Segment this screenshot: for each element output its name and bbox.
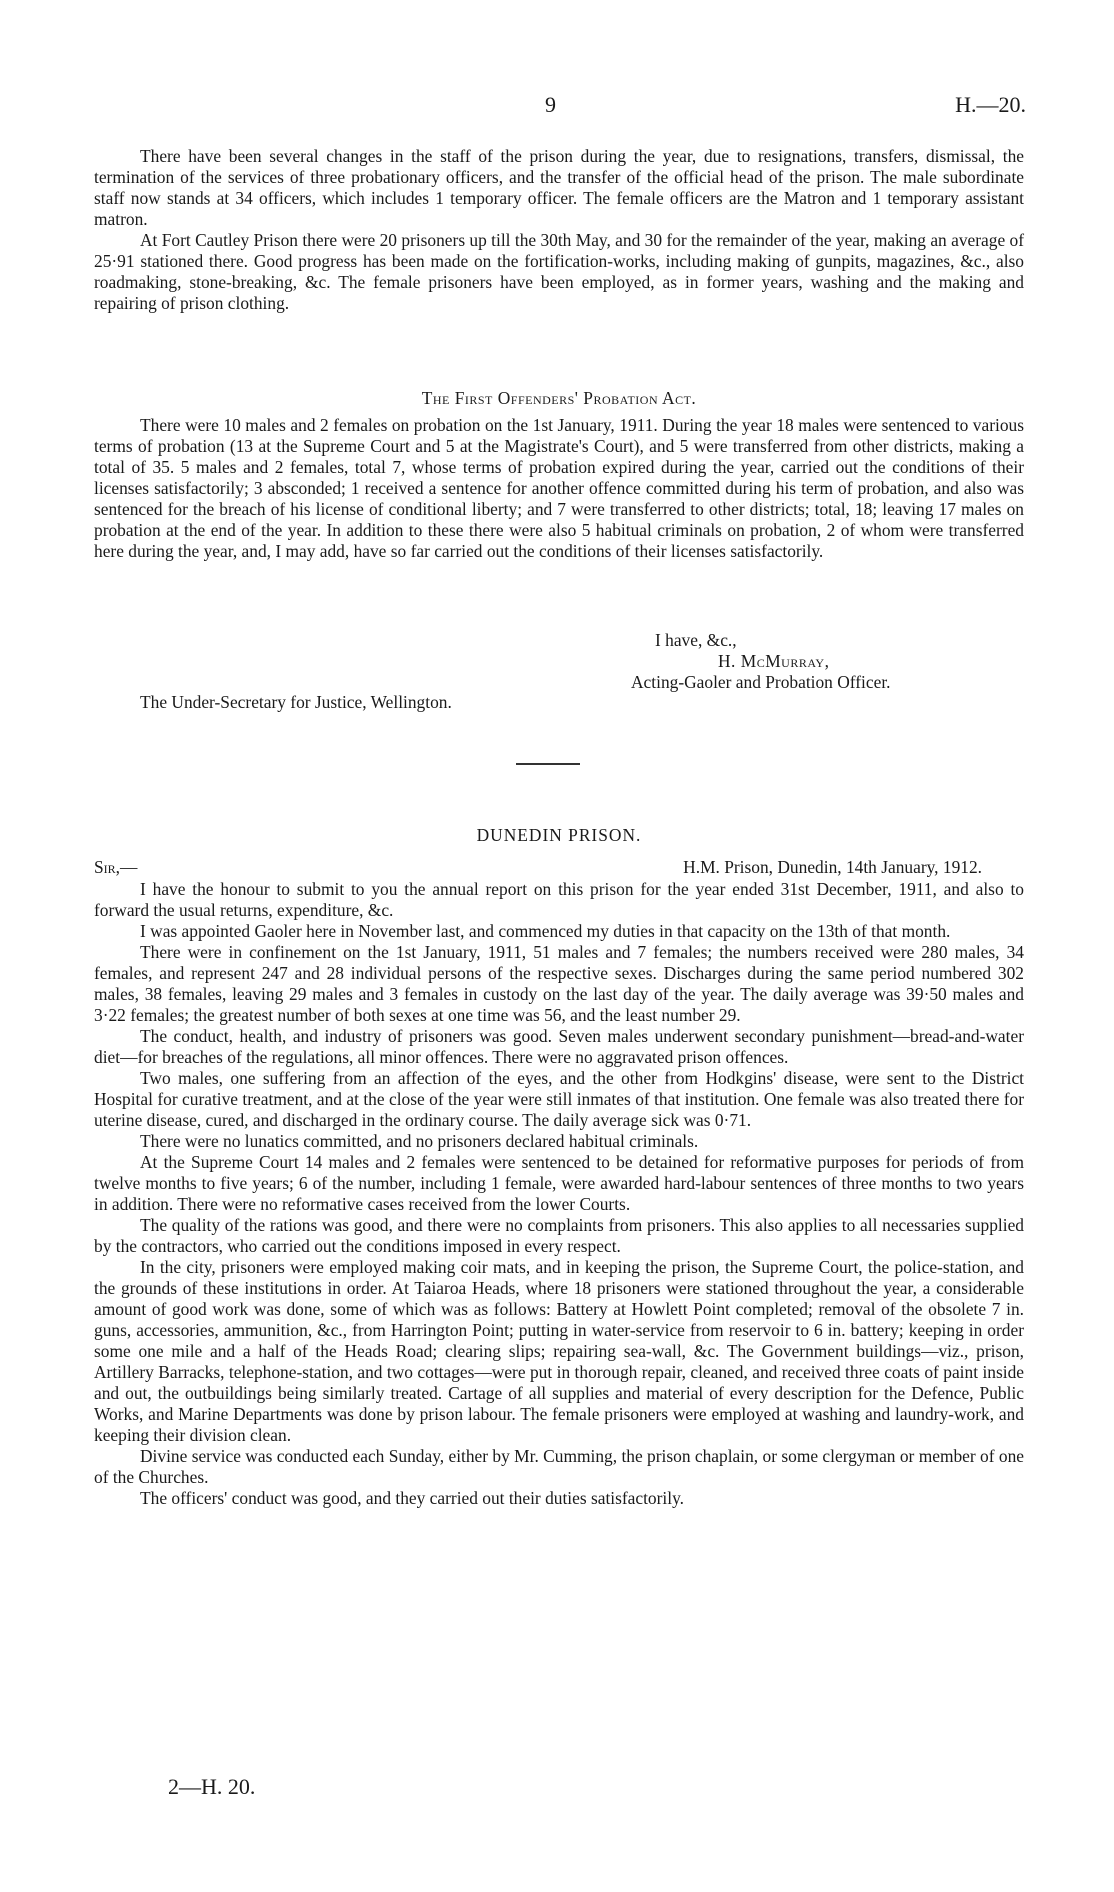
signoff: I have, &c., (655, 630, 737, 650)
probation-section (94, 415, 1024, 562)
signatory-name: H. McMurray, (718, 651, 830, 671)
section-heading-probation-act: The First Offenders' Probation Act. (421, 388, 697, 408)
paragraph: Divine service was conducted each Sunday, either by Mr. Cumming, the prison chaplain, or some clergyman or member of one of the Churches. (94, 1446, 1024, 1487)
paragraph: I have the honour to submit to you the annual report on this prison for the year ended 31st December, 1911, and also to forward the usual returns, expenditure, &c. (94, 879, 1024, 920)
addressee: The Under-Secretary for Justice, Wellington. (140, 692, 452, 712)
paragraph: At the Supreme Court 14 males and 2 females were sentenced to be detained for reformative purposes for periods of from twelve months to five years; 6 of the number, including 1 female, were awarded hard-labour sentences of three months to two years in addition. There were no reformative cases received from the lower Courts. (94, 1152, 1024, 1214)
paragraph: In the city, prisoners were employed making coir mats, and in keeping the prison, the Supreme Court, the police-station, and the grounds of these institutions in order. At Taiaroa Heads, where 18 prisoners were stationed throughout the year, a considerable amount of good work was done, some of which was as follows: Battery at Howlett Point completed; removal of the obsolete 7 in. guns, accessories, ammunition, &c., from Harrington Point; putting in water-service from reservoir to 6 in. battery; keeping in order some one mile and a half of the Heads Road; clearing slips; repairing sea-wall, &c. The Government buildings—viz., prison, Artillery Barracks, telephone-station, and two cottages—were put in thorough repair, cleaned, and received three coats of paint inside and out, the outbuildings being similarly treated. Cartage of all supplies and material of every description for the Defence, Public Works, and Marine Departments was done by prison labour. The female prisoners were employed at washing and laundry-work, and keeping their division clean. (94, 1257, 1024, 1445)
section-divider (516, 763, 580, 765)
paragraph: There were 10 males and 2 females on probation on the 1st January, 1911. During the year 18 males were sentenced to various terms of probation (13 at the Supreme Court and 5 at the Magistrate's Court), and 5 were transferred from other districts, making a total of 35. 5 males and 2 females, total 7, whose terms of probation expired during the year, carried out the conditions of their licenses satisfactorily; 3 absconded; 1 received a sentence for another offence committed during his term of probation, and also was sentenced for the breach of his license of conditional liberty; and 7 were transferred to other districts; total, 18; leaving 17 males on probation at the end of the year. In addition to these there were also 5 habitual criminals on probation, 2 of whom were transferred here during the year, and, I may add, have so far carried out the conditions of their licenses satisfactorily. (94, 415, 1024, 561)
staff-section (94, 146, 1024, 314)
paragraph: There were in confinement on the 1st January, 1911, 51 males and 7 females; the numbers received were 280 males, 34 females, and represent 247 and 28 individual persons of the respective sexes. Discharges during the same period numbered 302 males, 38 females, leaving 29 males and 3 females in custody on the last day of the year. The daily average was 39·50 males and 3·22 females; the greatest number of both sexes at one time was 56, and the least number 29. (94, 942, 1024, 1025)
paragraph: The officers' conduct was good, and they carried out their duties satisfactorily. (140, 1488, 684, 1508)
paragraph: I was appointed Gaoler here in November last, and commenced my duties in that capacity on the 13th of that month. (140, 921, 951, 941)
paragraph: At Fort Cautley Prison there were 20 prisoners up till the 30th May, and 30 for the remainder of the year, making an average of 25·91 stationed there. Good progress has been made on the fortification-works, including making of gunpits, magazines, &c., also roadmaking, stone-breaking, &c. The female prisoners have been employed, as in former years, washing and the making and repairing of prison clothing. (94, 230, 1024, 313)
address-date: H.M. Prison, Dunedin, 14th January, 1912. (683, 857, 982, 877)
page-number: 9 (545, 92, 556, 117)
page-header (0, 92, 1114, 122)
section-heading-dunedin-prison: DUNEDIN PRISON. (476, 825, 642, 845)
salutation: Sir,— (94, 857, 138, 877)
paper-reference: H.—20. (955, 92, 1026, 117)
paragraph: There have been several changes in the staff of the prison during the year, due to resignations, transfers, dismissal, the termination of the services of three probationary officers, and the transfer of the official head of the prison. The male subordinate staff now stands at 34 officers, which includes 1 temporary officer. The female officers are the Matron and 1 temporary assistant matron. (94, 146, 1024, 229)
signatory-title: Acting-Gaoler and Probation Officer. (631, 672, 891, 692)
signature-mark: 2—H. 20. (168, 1774, 256, 1799)
paragraph: There were no lunatics committed, and no prisoners declared habitual criminals. (140, 1131, 699, 1151)
paragraph: The quality of the rations was good, and there were no complaints from prisoners. This also applies to all necessaries supplied by the contractors, who carried out the conditions imposed in every respect. (94, 1215, 1024, 1256)
paragraph: The conduct, health, and industry of prisoners was good. Seven males underwent secondary punishment—bread-and-water diet—for breaches of the regulations, all minor offences. There were no aggravated prison offences. (94, 1026, 1024, 1067)
dunedin-report-body (94, 879, 1024, 1509)
paragraph: Two males, one suffering from an affection of the eyes, and the other from Hodkgins' disease, were sent to the District Hospital for curative treatment, and at the close of the year were still inmates of that institution. One female was also treated there for uterine disease, cured, and discharged in the ordinary course. The daily average sick was 0·71. (94, 1068, 1024, 1130)
